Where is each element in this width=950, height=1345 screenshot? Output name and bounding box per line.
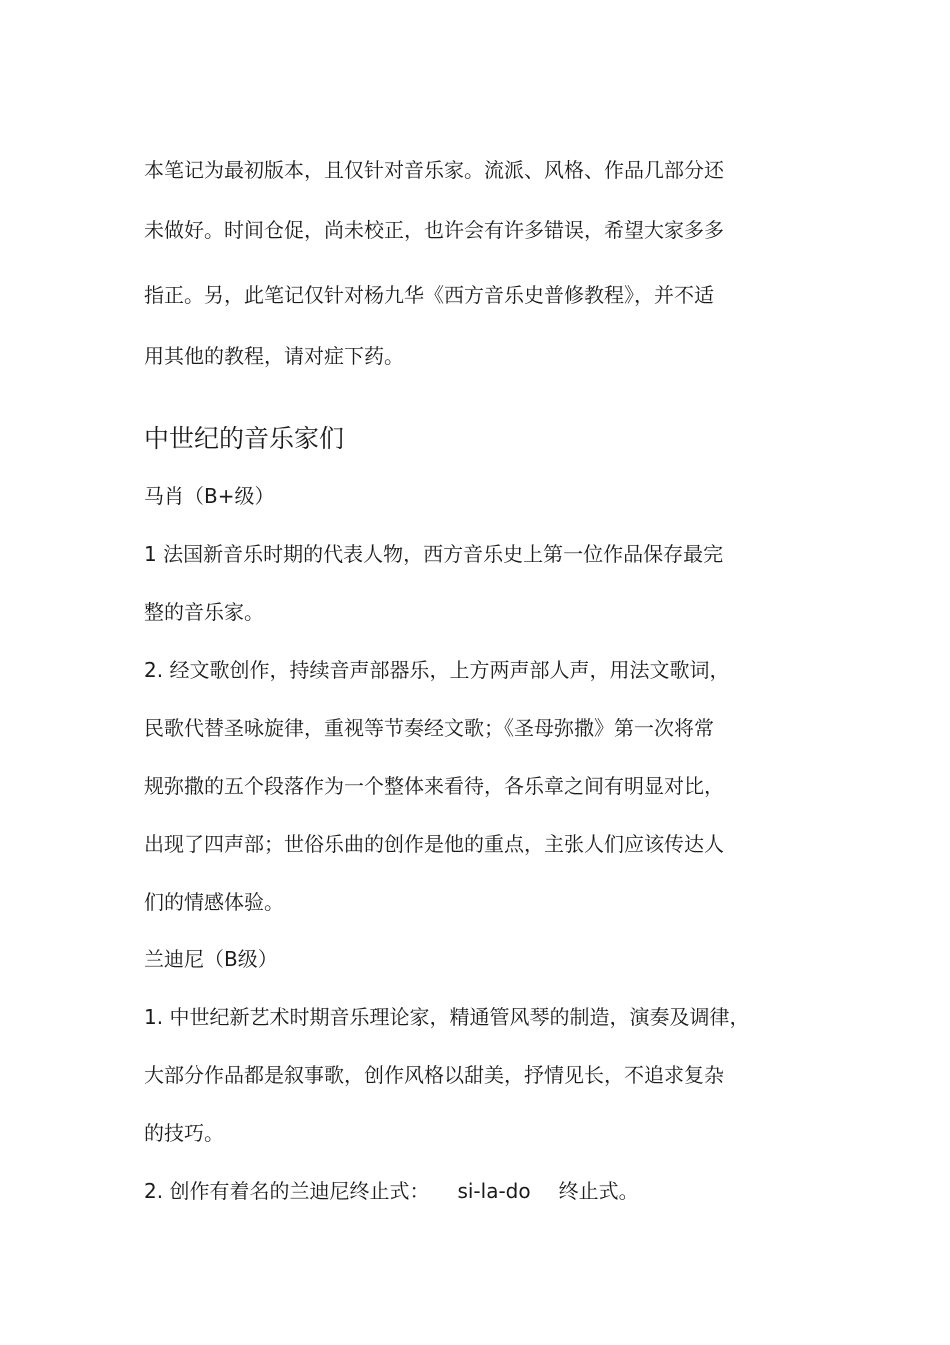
landini-point2-prefix: 2. 创作有着名的兰迪尼终止式： (144, 1179, 430, 1203)
landini-point1-line: 1. 中世纪新艺术时期音乐理论家，精通管风琴的制造，演奏及调律， (144, 1005, 750, 1029)
machaut-point2-line: 们的情感体验。 (144, 890, 284, 914)
landini-point1-line: 的技巧。 (144, 1121, 224, 1145)
machaut-point2-line: 2. 经文歌创作，持续音声部器乐，上方两声部人声，用法文歌词， (144, 658, 730, 682)
intro-line: 本笔记为最初版本，且仅针对音乐家。流派、风格、作品几部分还 (144, 158, 724, 182)
landini-cadence-term: si-la-do (457, 1179, 531, 1203)
composer-name-landini: 兰迪尼（B级） (144, 947, 278, 971)
machaut-point2-line: 出现了四声部；世俗乐曲的创作是他的重点，主张人们应该传达人 (144, 832, 724, 856)
machaut-point2-line: 民歌代替圣咏旋律，重视等节奏经文歌；《圣母弥撒》第一次将常 (144, 716, 714, 740)
machaut-point1-line: 整的音乐家。 (144, 600, 264, 624)
machaut-point2-line: 规弥撒的五个段落作为一个整体来看待，各乐章之间有明显对比， (144, 774, 724, 798)
composer-name-machaut: 马肖（B+级） (144, 484, 275, 508)
intro-line: 用其他的教程，请对症下药。 (144, 344, 404, 368)
landini-point2-line (144, 1177, 639, 1205)
intro-line: 未做好。时间仓促，尚未校正，也许会有许多错误，希望大家多多 (144, 218, 724, 242)
landini-point1-line: 大部分作品都是叙事歌，创作风格以甜美，抒情见长，不追求复杂 (144, 1063, 724, 1087)
section-heading: 中世纪的音乐家们 (144, 424, 345, 453)
intro-line: 指正。另，此笔记仅针对杨九华《西方音乐史普修教程》，并不适 (144, 283, 714, 307)
landini-point2-suffix: 终止式。 (558, 1179, 639, 1203)
machaut-point1-line: 1 法国新音乐时期的代表人物，西方音乐史上第一位作品保存最完 (144, 542, 724, 566)
